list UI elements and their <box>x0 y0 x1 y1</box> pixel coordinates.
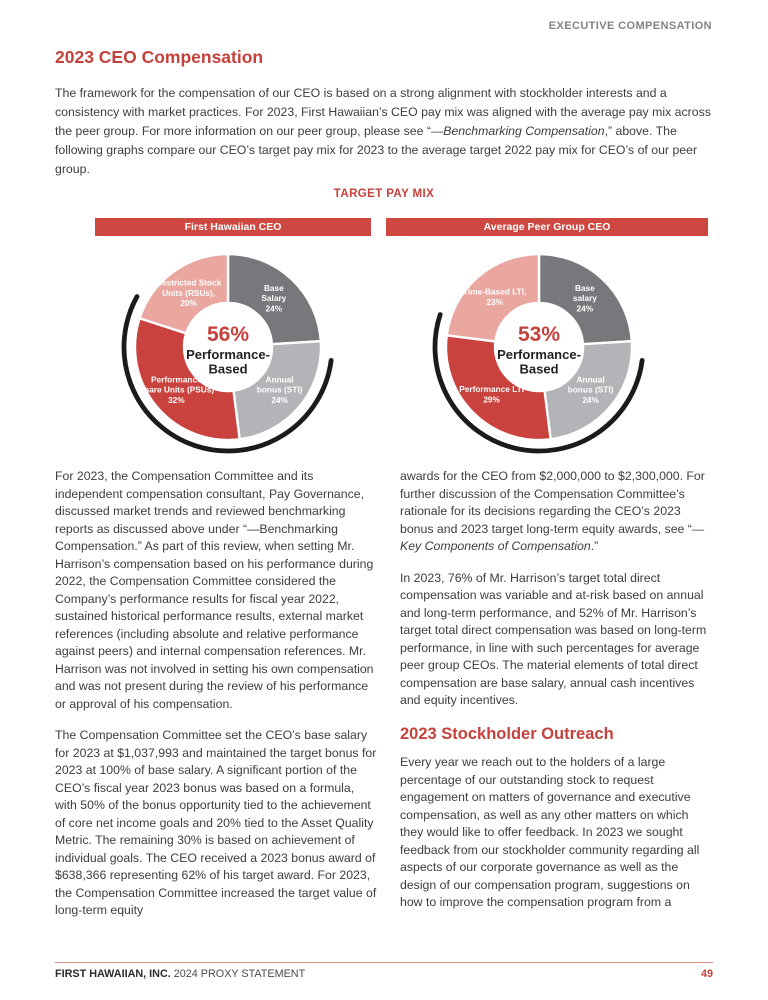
section-label: EXECUTIVE COMPENSATION <box>548 20 712 32</box>
slice-label: Performance LTI 29% <box>459 384 525 405</box>
slice-label: Base Salary 24% <box>261 282 287 314</box>
chart-title-fhb-ceo: First Hawaiian CEO <box>95 218 371 236</box>
right-paragraph-3: Every year we reach out to the holders of a large percentage of our outstanding stock to request engagement on matters of governance and executive compensation, as well as any other matters on which they would like to offer feedback. In 2023 we sought feedback from our stockholder community regarding all aspects of our corporate governance as well as the design of our compensation program, suggestions on how to improve the compensation program from a <box>400 755 700 909</box>
stockholder-outreach-heading: 2023 Stockholder Outreach <box>400 724 614 743</box>
intro-text-post: ,” above. The following graphs compare our CEO’s target pay mix for 2023 to the average target 2022 pay mix for CEO’s of our peer group. <box>55 124 698 176</box>
donut-center-label: Performance-Based <box>497 347 581 377</box>
chart-title-peer-ceo: Average Peer Group CEO <box>386 218 708 236</box>
slice-label: Time-Based LTI, 23% <box>463 286 527 307</box>
right-p1-post: .” <box>590 539 599 553</box>
left-paragraph-1: For 2023, the Compensation Committee and its independent compensation consultant, Pay Governance, discussed market trends and reviewed benchmarking reports as discussed above under “—Benchmarking Compensation.” As part of this review, when setting Mr. Harrison’s compensation based on his performance during 2022, the Compensation Committee considered the Company’s performance results for fiscal year 2022, sustained historical performance results, external market references (including absolute and relative performance against peers) and internal compensation references. Mr. Harrison was not involved in setting his own compensation and was not present during the review of his performance or approval of his compensation. <box>55 469 374 711</box>
slice-label: Annual bonus (STI) 24% <box>256 374 303 406</box>
slice-label: Performance Share Units (PSUs) 32% <box>138 374 215 406</box>
right-column <box>400 468 713 912</box>
page-number: 49 <box>700 968 713 980</box>
right-paragraph-2: In 2023, 76% of Mr. Harrison’s target total direct compensation was variable and at-risk based on annual and long-term performance, and 52% of Mr. Harrison’s target total direct compensation was based on long-term performance, in line with such percentages for average peer group CEOs. The material elements of total direct compensation are base salary, annual cash incentives and equity incentives. <box>400 570 707 707</box>
right-paragraph-1 <box>400 468 713 556</box>
left-paragraph-2: The Compensation Committee set the CEO’s base salary for 2023 at $1,037,993 and maintained the target bonus for 2023 at 100% of base salary. A significant portion of the CEO’s fiscal year 2023 bonus was based on a formula, with 50% of the bonus opportunity tied to the achievement of core net income goals and 20% tied to the Asset Quality Metric. The remaining 30% is based on achievement of individual goals. The CEO received a 2023 bonus award of $638,366 representing 62% of his target award. For 2023, the Compensation Committee increased the target value of long-term equity <box>55 728 377 917</box>
donut-center-value: 53% <box>517 323 561 346</box>
page-title: 2023 CEO Compensation <box>55 47 264 67</box>
footer-statement: 2024 PROXY STATEMENT <box>173 968 306 980</box>
right-p1-italic: —Key Components of Compensation <box>400 521 705 553</box>
intro-text-italic: —Benchmarking Compensation <box>430 124 605 138</box>
peer-ceo-donut-chart <box>424 236 654 461</box>
slice-label: Restricted Stock Units (RSUs), 20% <box>155 277 222 309</box>
slice-label: Base salary 24% <box>572 282 597 314</box>
page-footer <box>55 962 713 980</box>
left-column <box>55 468 377 920</box>
fhb-ceo-donut-chart <box>113 236 343 461</box>
donut-center-label: Performance-Based <box>186 347 270 377</box>
footer-left <box>55 968 305 980</box>
intro-text-pre: The framework for the compensation of our CEO is based on a strong alignment with stockholder interests and a consistency with market practices. For 2023, First Hawaiian’s CEO pay mix was aligned with the average pay mix across the peer group. For more information on our peer group, please see “ <box>55 86 711 138</box>
intro-paragraph <box>55 84 715 179</box>
charts-heading: TARGET PAY MIX <box>333 188 435 200</box>
slice-label: Annual bonus (STI) 24% <box>567 374 614 406</box>
right-p1-pre: awards for the CEO from $2,000,000 to $2,300,000. For further discussion of the Compensation Committee’s rationale for its decisions regarding the CEO’s 2023 bonus and 2023 target long-term equity awards, see “ <box>400 469 705 536</box>
footer-company: FIRST HAWAIIAN, INC. <box>55 968 171 980</box>
donut-center-value: 56% <box>206 323 250 346</box>
